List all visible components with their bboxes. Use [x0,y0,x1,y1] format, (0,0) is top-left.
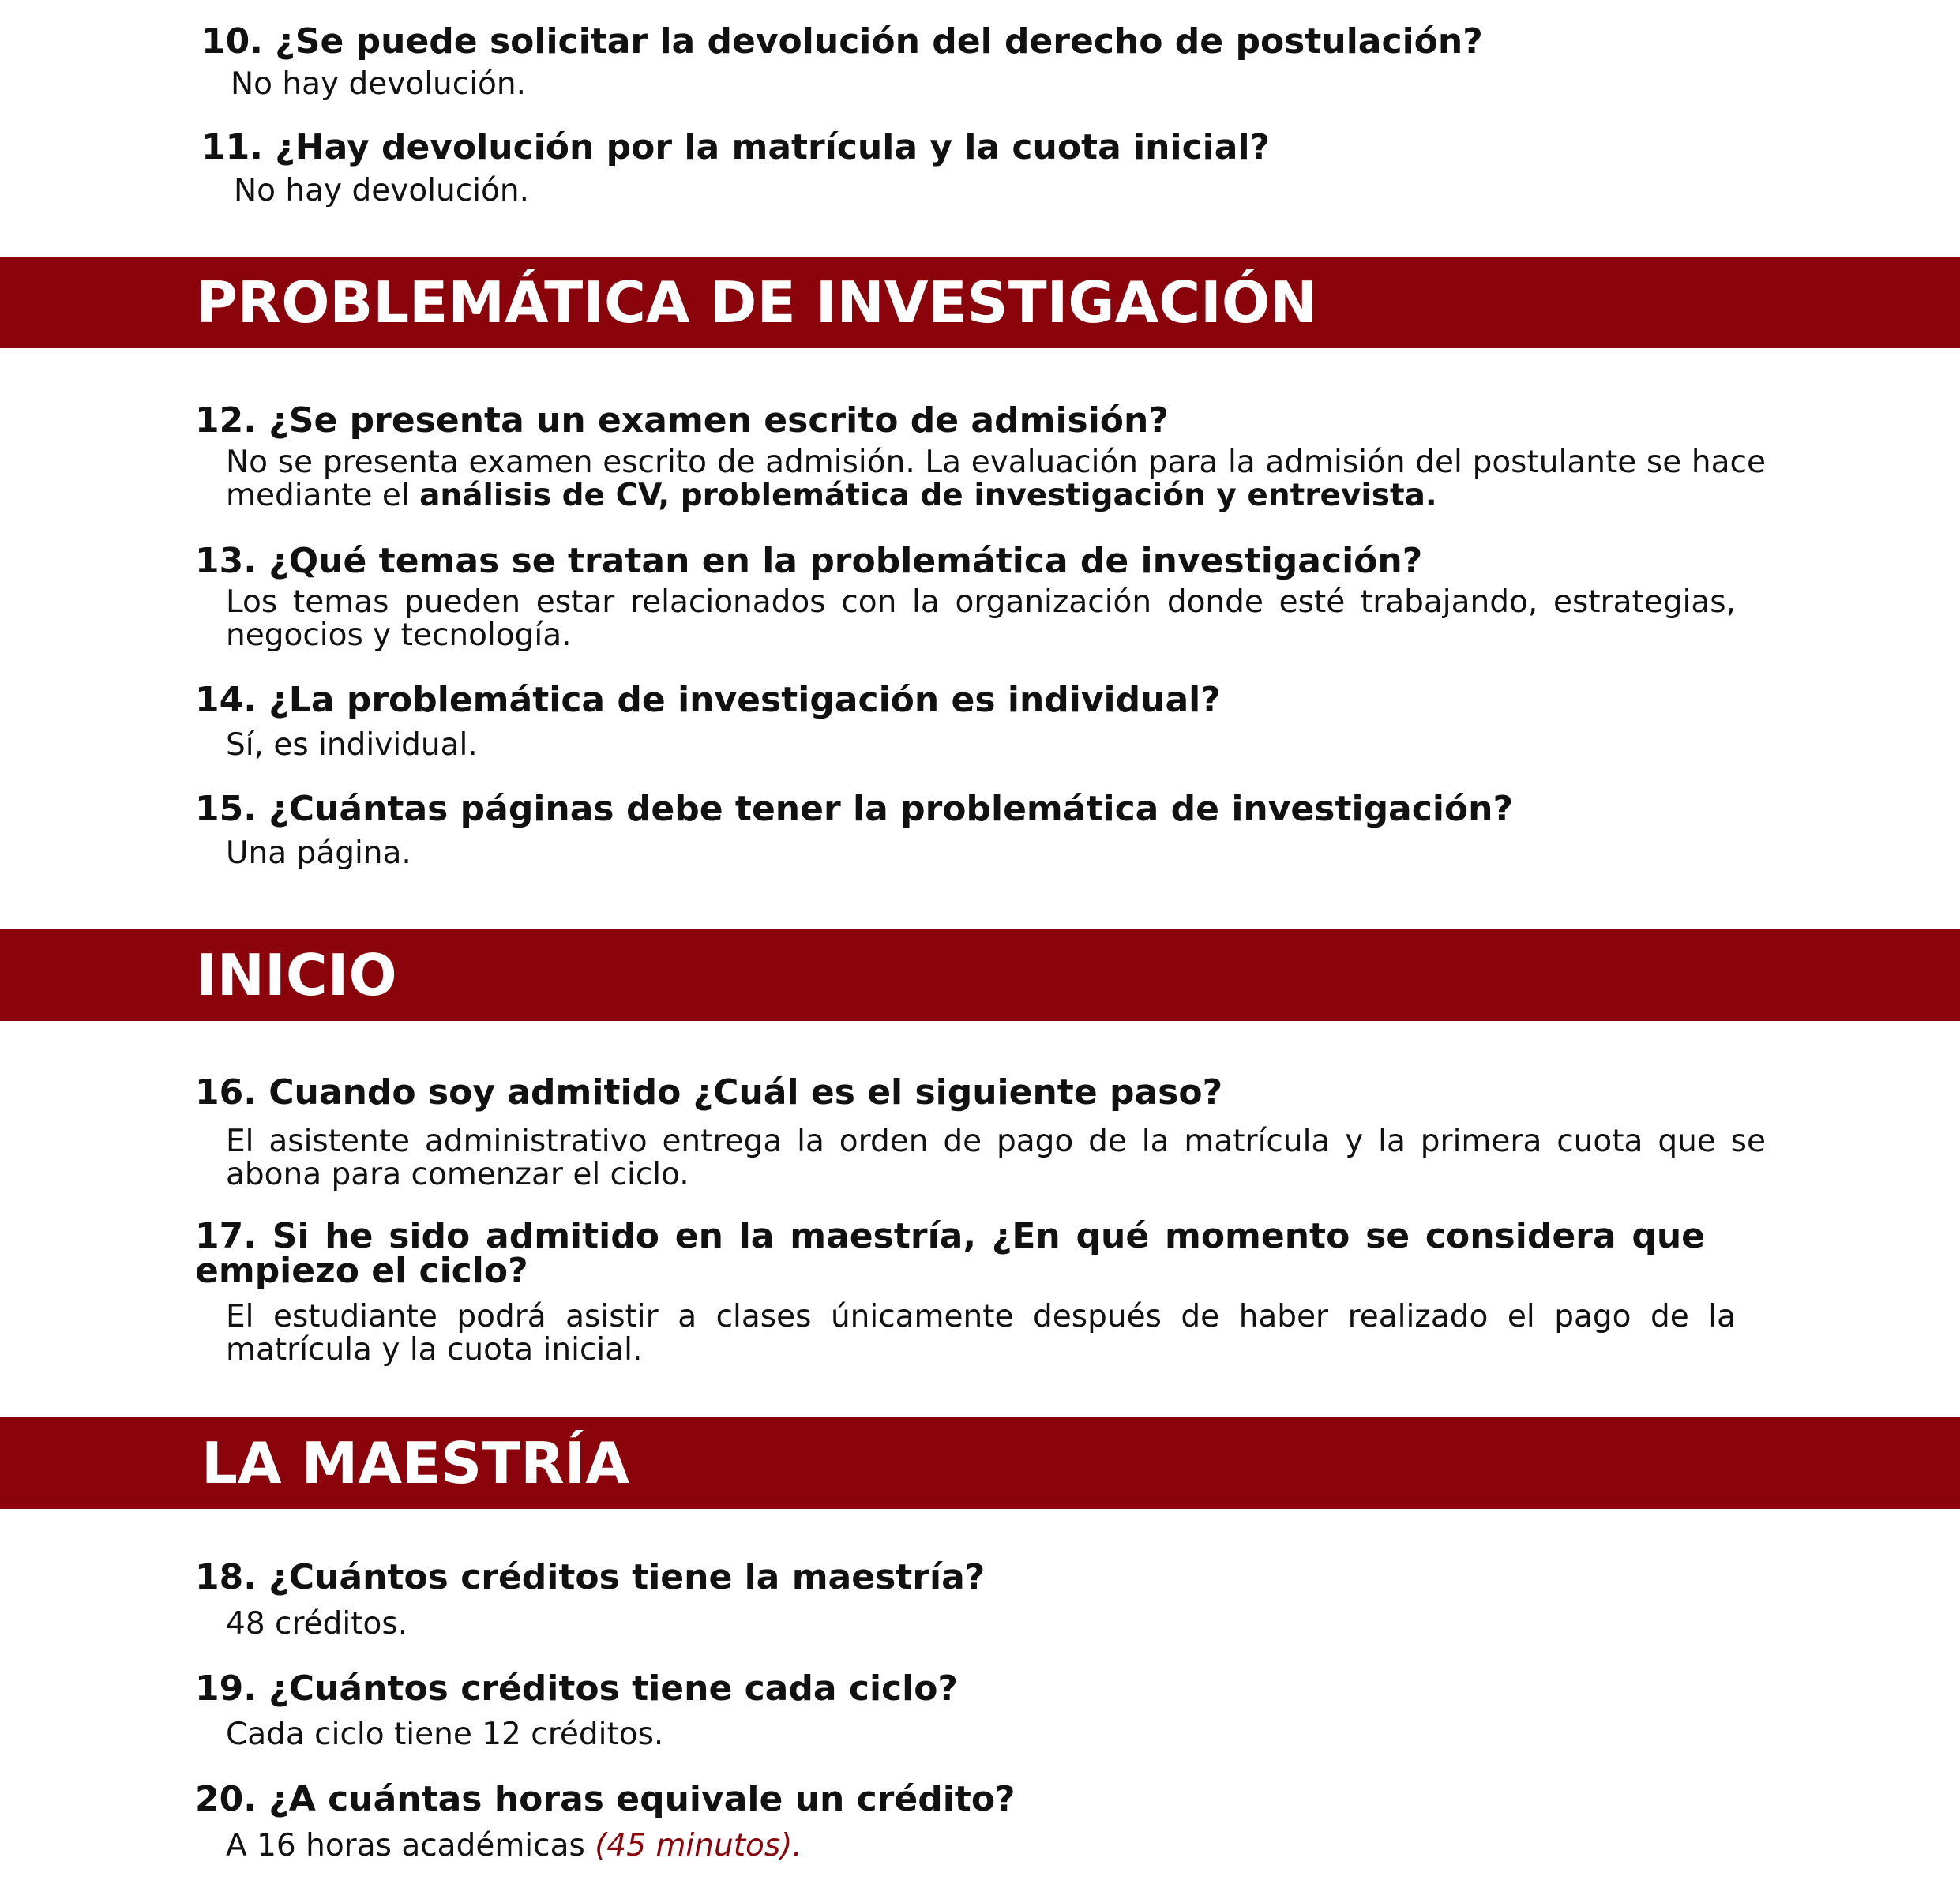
answer-16: El asistente administrativo entrega la orden de pago de la matrícula y la primera cuota que se abona para comenzar el ciclo. [226,1124,1766,1192]
answer-17: El estudiante podrá asistir a clases únicamente después de haber realizado el pago de la matrícula y la cuota inicial. [226,1299,1736,1368]
answer-20-text: A 16 horas académicas [226,1828,595,1863]
answer-19: Cada ciclo tiene 12 créditos. [226,1717,664,1752]
answer-14: Sí, es individual. [226,727,478,763]
answer-10: No hay devolución. [231,66,527,102]
question-11: 11. ¿Hay devolución por la matrícula y la cuota inicial? [201,127,1271,167]
question-17: 17. Si he sido admitido en la maestría, ¿En qué momento se considera que empiezo el ciclo? [195,1216,1705,1291]
answer-13: Los temas pueden estar relacionados con la organización donde esté trabajando, estrategias, negocios y tecnología. [226,584,1736,653]
question-18: 18. ¿Cuántos créditos tiene la maestría? [195,1557,986,1597]
section-banner-start [0,929,1960,1021]
question-14: 14. ¿La problemática de investigación es individual? [195,680,1221,720]
answer-12 [226,446,1766,512]
question-12: 12. ¿Se presenta un examen escrito de admisión? [195,400,1169,441]
answer-11: No hay devolución. [234,173,530,208]
question-13: 13. ¿Qué temas se tratan en la problemática de investigación? [195,541,1423,581]
section-title-start: INICIO [196,942,397,1008]
section-banner-research [0,257,1960,348]
answer-12-bold: análisis de CV, problemática de investigación y entrevista. [419,478,1437,513]
question-10: 10. ¿Se puede solicitar la devolución del derecho de postulación? [201,21,1483,62]
answer-20-accent: (45 minutos). [595,1828,802,1863]
question-15: 15. ¿Cuántas páginas debe tener la problemática de investigación? [195,789,1513,829]
question-20: 20. ¿A cuántas horas equivale un crédito? [195,1779,1016,1819]
answer-20 [226,1830,802,1863]
answer-12-text: No se presenta examen escrito de admisión. La evaluación para la admisión del postulante se hace mediante el [226,445,1766,513]
question-19: 19. ¿Cuántos créditos tiene cada ciclo? [195,1668,958,1709]
answer-18: 48 créditos. [226,1606,408,1642]
question-16: 16. Cuando soy admitido ¿Cuál es el siguiente paso? [195,1072,1223,1113]
section-title-masters: LA MAESTRÍA [201,1430,630,1496]
answer-15: Una página. [226,835,411,871]
section-title-research: PROBLEMÁTICA DE INVESTIGACIÓN [196,269,1318,336]
section-banner-masters [0,1417,1960,1509]
